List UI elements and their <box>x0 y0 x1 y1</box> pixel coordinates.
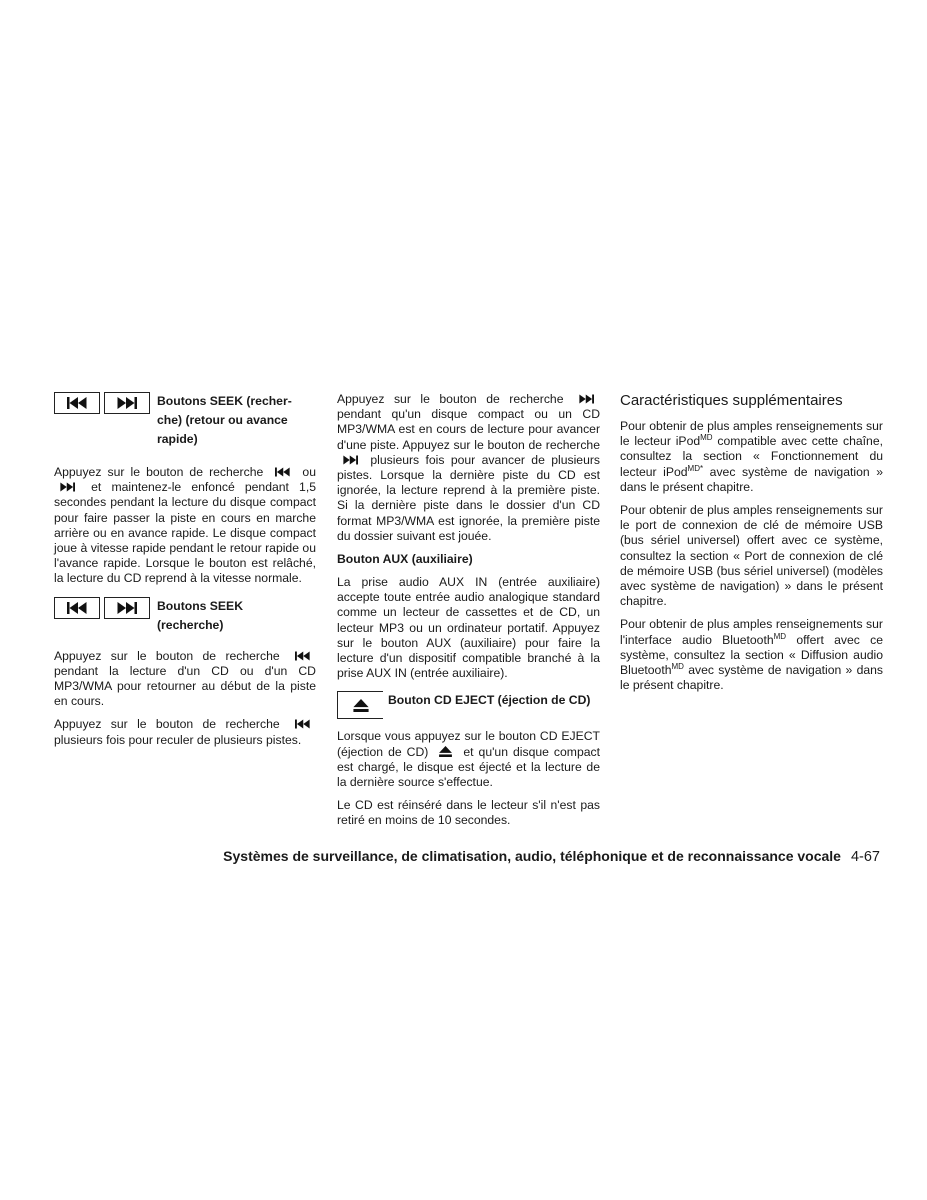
skip-forward-icon <box>343 455 358 465</box>
skip-forward-icon <box>116 602 138 614</box>
eject-button-group <box>337 691 600 719</box>
text-fragment: Appuyez sur le bouton de recherche <box>337 392 564 406</box>
trademark-sup: MD <box>700 433 713 443</box>
aux-paragraph: La prise audio AUX IN (entrée auxiliaire) accepte toute entrée audio analogique standard comme un lecteur de cassettes et de CD, un lecteur MP3 ou un ordinateur portatif. Appuyez sur le bouton AUX (auxiliaire) pour faire la lecture d'un dispositif compatible branché à la prise AUX IN (entrée auxiliaire). <box>337 575 600 681</box>
skip-forward-icon <box>116 397 138 409</box>
skip-back-icon <box>295 719 310 729</box>
seek-forward-button[interactable] <box>104 597 150 619</box>
seek-forward-paragraph <box>337 392 600 544</box>
skip-back-icon <box>66 397 88 409</box>
column-middle <box>337 386 600 837</box>
text-fragment: Appuyez sur le bouton de recherche <box>54 648 280 663</box>
seek-back-button[interactable] <box>54 392 100 414</box>
skip-forward-icon <box>60 482 75 492</box>
bluetooth-paragraph <box>620 617 883 693</box>
seek-fast-button-group <box>54 392 316 449</box>
seek-paragraph-1 <box>54 649 316 710</box>
eject-button[interactable] <box>337 691 383 719</box>
text-fragment: plusieurs fois pour avancer de plusieurs pistes. Lorsque la dernière piste du CD est ignorée, la lecture reprend à la première piste. Si la dernière piste dans le dossier d'un CD format MP3/WMA est ignorée, la première piste du dossier suivant est jouée. <box>337 452 600 543</box>
skip-forward-icon <box>579 394 594 404</box>
text-fragment: Appuyez sur le bouton de recherche <box>54 717 280 732</box>
text-fragment: pendant qu'un disque compact ou un CD MP3/WMA est en cours de lecture pour avancer d'une piste. Appuyez sur le bouton de recherche <box>337 407 600 452</box>
seek-button-group <box>54 597 316 635</box>
text-fragment: Lorsque vous appuyez sur le bouton CD EJECT (éjection de CD) <box>337 729 600 759</box>
section-title: Caractéristiques supplémentaires <box>620 392 843 409</box>
skip-back-icon <box>275 467 290 477</box>
text-fragment: pendant la lecture d'un CD ou d'un CD MP3/WMA pour retourner au début de la piste en cours. <box>54 663 316 709</box>
seek-back-button[interactable] <box>54 597 100 619</box>
ipod-paragraph <box>620 419 883 495</box>
text-fragment: avec système de navigation » dans le présent chapitre. <box>620 663 883 693</box>
trademark-sup: MD* <box>687 463 704 473</box>
text-fragment: et qu'un disque compact est chargé, le disque est éjecté et la lecture de la dernière source s'effectue. <box>337 744 600 790</box>
aux-heading: Bouton AUX (auxiliaire) <box>337 552 473 567</box>
seek-paragraph-2 <box>54 717 316 747</box>
text-fragment: compatible avec cette chaîne, consultez la section « Fonctionnement du lecteur iPod <box>620 434 883 479</box>
seek-fast-paragraph <box>54 465 316 587</box>
text-fragment: ou <box>302 465 316 479</box>
trademark-sup: MD <box>671 662 684 672</box>
page-number: 4-67 <box>850 849 880 865</box>
eject-icon <box>439 746 452 757</box>
column-left <box>54 386 316 756</box>
text-fragment: Appuyez sur le bouton de recherche <box>54 465 264 479</box>
skip-back-icon <box>66 602 88 614</box>
seek-fast-heading: Boutons SEEK (recher-che) (retour ou avance rapide) <box>157 394 292 446</box>
page-footer <box>0 848 880 865</box>
text-fragment: plusieurs fois pour reculer de plusieurs pistes. <box>54 732 302 747</box>
text-fragment: et maintenez-le enfoncé pendant 1,5 secondes pendant la lecture du disque compact pour faire passer la piste en cours en marche arrière ou en avance rapide. Le disque compact joue à vitesse rapide pendant le retour rapide ou l'avance rapide. Lorsque le bouton est relâché, la lecture du CD reprend à la vitesse normale. <box>54 480 316 586</box>
seek-forward-button[interactable] <box>104 392 150 414</box>
eject-paragraph-2: Le CD est réinséré dans le lecteur s'il n'est pas retiré en moins de 10 secondes. <box>337 798 600 828</box>
chapter-title: Systèmes de surveillance, de climatisation, audio, téléphonique et de reconnaissance vocale <box>223 848 841 864</box>
usb-paragraph: Pour obtenir de plus amples renseignements sur le port de connexion de clé de mémoire USB (bus sériel universel) offert avec ce système, consultez la section « Port de connexion de clé de mémoire USB (bus sériel universel) (modèles avec système de navigation) » dans le présent chapitre. <box>620 503 883 609</box>
text-fragment: Pour obtenir de plus amples renseignements sur l'interface audio Bluetooth <box>620 617 883 647</box>
seek-heading: Boutons SEEK (recherche) <box>157 598 243 632</box>
column-right <box>620 386 883 701</box>
trademark-sup: MD <box>773 631 787 641</box>
eject-paragraph-1 <box>337 729 600 790</box>
text-fragment: offert avec ce système, consultez la section « Diffusion audio Bluetooth <box>620 632 883 678</box>
eject-icon <box>353 699 369 712</box>
skip-back-icon <box>295 651 310 661</box>
text-fragment: Pour obtenir de plus amples renseignements sur le lecteur iPod <box>620 419 883 449</box>
text-fragment: avec système de navigation » dans le présent chapitre. <box>620 464 883 494</box>
eject-heading: Bouton CD EJECT (éjection de CD) <box>388 693 591 708</box>
